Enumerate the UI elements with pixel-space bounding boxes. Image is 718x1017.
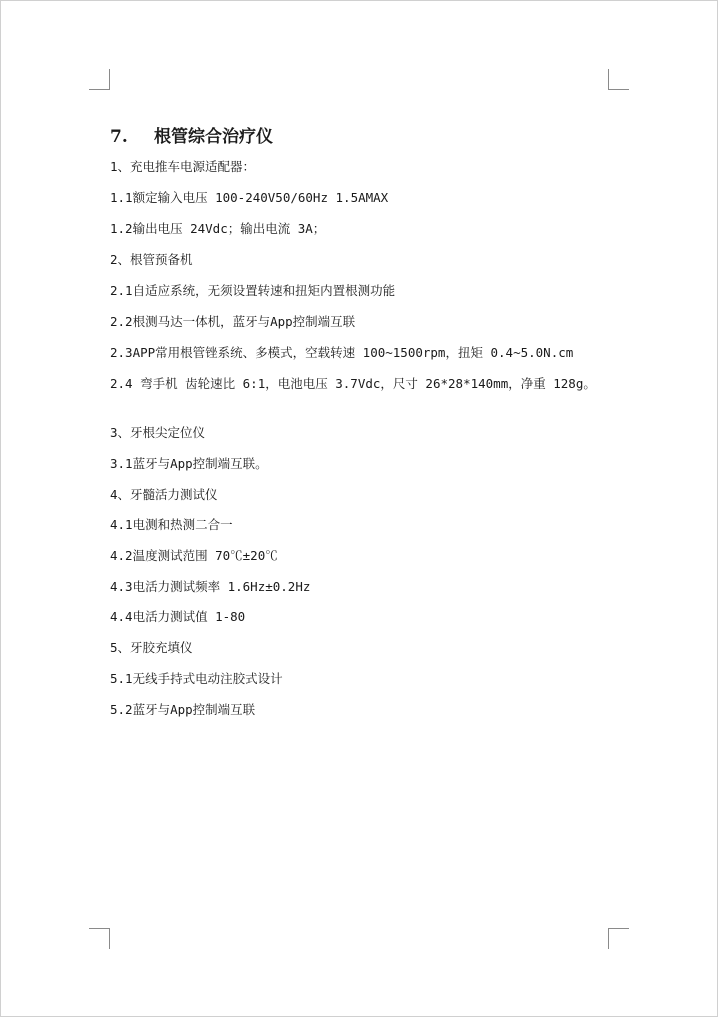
page-corner-mark-bottom-left (89, 928, 110, 949)
paragraph-output: 1.2输出电压 24Vdc；输出电流 3A； (110, 221, 326, 236)
paragraph-obturation-bluetooth: 5.2蓝牙与App控制端互联 (110, 702, 256, 717)
paragraph-cordless-design: 5.1无线手持式电动注胶式设计 (110, 671, 283, 686)
paragraph-file-systems: 2.3APP常用根管锉系统、多模式，空载转速 100~1500rpm，扭矩 0.4~5.0N.cm (110, 345, 574, 360)
paragraph-test-value: 4.4电活力测试值 1-80 (110, 609, 246, 624)
paragraph-charger-adapter: 1、充电推车电源适配器： (110, 159, 256, 174)
paragraph-adaptive-system: 2.1自适应系统，无须设置转速和扭矩内置根测功能 (110, 283, 396, 298)
page-corner-mark-top-left (89, 69, 110, 90)
section-title: 根管综合治疗仪 (154, 127, 273, 147)
paragraph-rated-input: 1.1额定输入电压 100-240V50/60Hz 1.5AMAX (110, 190, 389, 205)
paragraph-obturation-unit: 5、牙胶充填仪 (110, 640, 193, 655)
paragraph-temperature-range: 4.2温度测试范围 70℃±20℃ (110, 548, 278, 563)
paragraph-apex-motor: 2.2根测马达一体机，蓝牙与App控制端互联 (110, 314, 356, 329)
page-corner-mark-bottom-right (608, 928, 629, 949)
paragraph-pulp-tester: 4、牙髓活力测试仪 (110, 487, 218, 502)
paragraph-apex-locator: 3、牙根尖定位仪 (110, 425, 206, 440)
paragraph-canal-prep-machine: 2、根管预备机 (110, 252, 193, 267)
page-corner-mark-top-right (608, 69, 629, 90)
section-number: 7. (110, 127, 128, 147)
paragraph-contra-angle: 2.4 弯手机 齿轮速比 6:1，电池电压 3.7Vdc，尺寸 26*28*140mm，净重 128g。 (110, 376, 596, 391)
section-heading (110, 122, 273, 147)
paragraph-apex-bluetooth: 3.1蓝牙与App控制端互联。 (110, 456, 268, 471)
paragraph-electric-thermal: 4.1电测和热测二合一 (110, 517, 233, 532)
paragraph-test-frequency: 4.3电活力测试频率 1.6Hz±0.2Hz (110, 579, 311, 594)
